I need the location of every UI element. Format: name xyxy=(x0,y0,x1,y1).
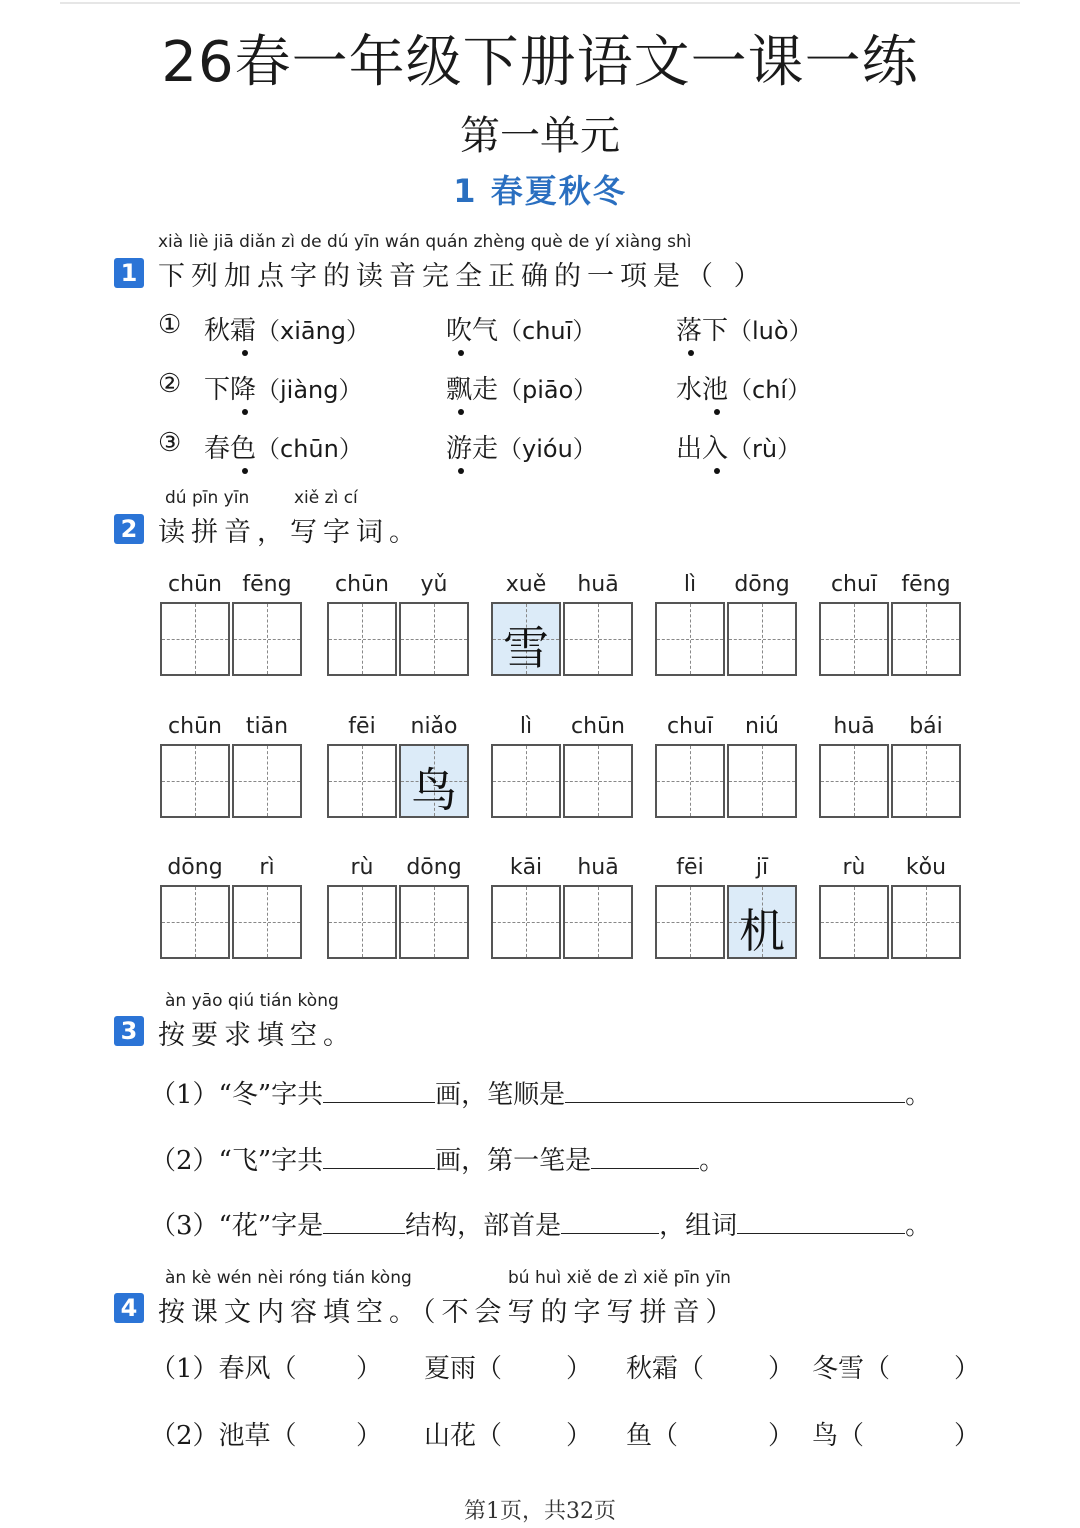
q4-answer-blank[interactable]: ） xyxy=(954,1421,981,1451)
guide-line xyxy=(854,604,855,674)
tianzige-cell[interactable] xyxy=(891,602,961,676)
guide-line xyxy=(598,604,599,674)
grid-pinyin: dōng xyxy=(167,855,223,880)
guide-line xyxy=(762,604,763,674)
guide-line xyxy=(690,746,691,816)
emphasis-dot xyxy=(242,468,248,474)
tianzige-cell[interactable] xyxy=(563,885,633,959)
grid-pinyin: chūn xyxy=(571,714,625,739)
q1-pinyin-answer: （chí） xyxy=(728,376,812,404)
tianzige-pair xyxy=(655,885,797,959)
tianzige-pair xyxy=(819,885,961,959)
tianzige-cell[interactable] xyxy=(327,744,397,818)
tianzige-cell[interactable] xyxy=(491,744,561,818)
tianzige-cell-example xyxy=(727,885,797,959)
q4-number-badge: 4 xyxy=(114,1293,144,1323)
tianzige-cell[interactable] xyxy=(891,744,961,818)
guide-line xyxy=(926,746,927,816)
guide-line xyxy=(762,746,763,816)
emphasis-dot xyxy=(458,409,464,415)
tianzige-cell[interactable] xyxy=(327,885,397,959)
guide-line xyxy=(526,746,527,816)
q4-prompt: 冬雪（ xyxy=(812,1354,891,1384)
grid-pinyin: fēi xyxy=(348,714,376,739)
grid-pinyin: rì xyxy=(259,855,275,880)
tianzige-cell[interactable] xyxy=(727,744,797,818)
grid-pinyin: kǒu xyxy=(905,855,947,880)
worksheet-title: 26春一年级下册语文一课一练 xyxy=(161,30,919,95)
grid-pinyin: rù xyxy=(350,855,374,880)
grid-pinyin: niǎo xyxy=(410,714,458,739)
emphasis-dot xyxy=(458,350,464,356)
guide-line xyxy=(526,887,527,957)
tianzige-cell[interactable] xyxy=(891,885,961,959)
grid-pinyin: niú xyxy=(745,714,779,739)
grid-pinyin: chuī xyxy=(830,572,878,597)
guide-line xyxy=(598,887,599,957)
q1-pinyin: xià liè jiā diǎn zì de dú yīn wán quán zhèng què de yí xiàng shì xyxy=(158,232,692,252)
tianzige-pair xyxy=(327,602,469,676)
q1-pinyin-answer: （jiàng） xyxy=(256,376,363,404)
q3-1-stroke-count-blank[interactable] xyxy=(323,1076,435,1103)
q4-question: 按课文内容填空。（不会写的字写拼音） xyxy=(158,1297,739,1328)
emphasis-dot xyxy=(688,350,694,356)
q1-option-item xyxy=(204,428,363,465)
emphasis-dot xyxy=(458,468,464,474)
tianzige-cell-example xyxy=(399,744,469,818)
grid-pinyin: bái xyxy=(909,714,943,739)
guide-line xyxy=(854,887,855,957)
q2-pinyin-a: dú pīn yīn xyxy=(165,488,250,508)
q4-answer-blank[interactable]: ） xyxy=(954,1354,981,1384)
tianzige-pair xyxy=(491,744,633,818)
q1-pinyin-answer: （yióu） xyxy=(498,435,597,463)
grid-pinyin: chūn xyxy=(168,572,222,597)
tianzige-pair xyxy=(160,744,302,818)
guide-line xyxy=(690,887,691,957)
tianzige-pair xyxy=(491,885,633,959)
guide-line xyxy=(926,604,927,674)
grid-pinyin: lì xyxy=(519,714,533,739)
lesson-title: 1 春夏秋冬 xyxy=(453,172,627,210)
grid-pinyin: chuī xyxy=(666,714,714,739)
example-character: 雪 xyxy=(503,621,549,675)
q3-line-1: （1）“冬”字共 画，笔顺是 。 xyxy=(150,1074,931,1111)
guide-line xyxy=(195,746,196,816)
q4-answer-blank[interactable]: ） xyxy=(768,1421,795,1451)
q4-prompt: 鱼（ xyxy=(626,1421,679,1451)
grid-pinyin: yǔ xyxy=(420,572,448,597)
q1-option-item xyxy=(204,310,370,347)
q4-pinyin-a: àn kè wén nèi róng tián kòng xyxy=(165,1268,412,1288)
emphasis-dot xyxy=(242,350,248,356)
tianzige-pair xyxy=(819,602,961,676)
guide-line xyxy=(267,887,268,957)
q1-word: 飘走 xyxy=(446,375,499,405)
guide-line xyxy=(362,887,363,957)
q1-option-item xyxy=(676,428,801,465)
q1-word: 春色 xyxy=(204,434,257,464)
grid-pinyin: chūn xyxy=(168,714,222,739)
q3-pinyin: àn yāo qiú tián kòng xyxy=(165,991,339,1011)
q1-option-item xyxy=(446,369,597,406)
q3-line-2: （2）“飞”字共 画，第一笔是 。 xyxy=(150,1140,725,1177)
tianzige-pair xyxy=(327,885,469,959)
grid-pinyin: tiān xyxy=(245,714,289,739)
q3-2-first-stroke-blank[interactable] xyxy=(591,1142,699,1169)
q1-pinyin-answer: （piāo） xyxy=(498,376,598,404)
q4-answer-blank[interactable]: ） xyxy=(566,1354,593,1384)
q1-option-label: ② xyxy=(158,369,182,399)
tianzige-pair xyxy=(819,744,961,818)
tianzige-cell[interactable] xyxy=(160,744,230,818)
guide-line xyxy=(195,887,196,957)
tianzige-cell[interactable] xyxy=(819,885,889,959)
grid-pinyin: xuě xyxy=(505,572,547,597)
grid-pinyin: dōng xyxy=(734,572,790,597)
tianzige-cell[interactable] xyxy=(563,744,633,818)
grid-pinyin: jī xyxy=(755,855,769,880)
grid-pinyin: chūn xyxy=(335,572,389,597)
q2-pinyin-b: xiě zì cí xyxy=(294,488,358,508)
guide-line xyxy=(362,746,363,816)
guide-line xyxy=(267,746,268,816)
q3-1-stroke-order-blank[interactable] xyxy=(565,1076,905,1103)
q1-option-label: ③ xyxy=(158,428,182,458)
q4-prompt: 鸟（ xyxy=(812,1421,865,1451)
q2-number-badge: 2 xyxy=(114,514,144,544)
q1-option-item xyxy=(676,310,813,347)
q4-answer-blank[interactable]: ） xyxy=(356,1421,383,1451)
tianzige-cell-example xyxy=(491,602,561,676)
q1-question: 下列加点字的读音完全正确的一项是（ ） xyxy=(158,261,767,292)
emphasis-dot xyxy=(714,468,720,474)
tianzige-pair xyxy=(160,602,302,676)
tianzige-cell[interactable] xyxy=(819,744,889,818)
grid-pinyin: lì xyxy=(683,572,697,597)
q3-3-word-blank[interactable] xyxy=(737,1207,905,1234)
tianzige-cell[interactable] xyxy=(655,602,725,676)
q2-question: 读拼音，写字词。 xyxy=(158,517,422,548)
tianzige-cell[interactable] xyxy=(232,602,302,676)
guide-line xyxy=(434,887,435,957)
grid-pinyin: kāi xyxy=(509,855,543,880)
grid-pinyin: fēng xyxy=(242,572,292,597)
tianzige-cell[interactable] xyxy=(727,602,797,676)
tianzige-cell[interactable] xyxy=(327,602,397,676)
tianzige-cell[interactable] xyxy=(160,602,230,676)
q3-line-3: （3）“花”字是 结构，部首是 ，组词 。 xyxy=(150,1205,931,1242)
q1-pinyin-answer: （rù） xyxy=(728,435,802,463)
guide-line xyxy=(195,604,196,674)
q4-answer-blank[interactable]: ） xyxy=(356,1354,383,1384)
q1-pinyin-answer: （chuī） xyxy=(498,317,597,345)
q1-word: 吹气 xyxy=(446,316,499,346)
tianzige-cell[interactable] xyxy=(160,885,230,959)
q1-word: 落下 xyxy=(676,316,729,346)
guide-line xyxy=(854,746,855,816)
tianzige-cell[interactable] xyxy=(819,602,889,676)
grid-pinyin: fēi xyxy=(676,855,704,880)
grid-pinyin: fēng xyxy=(901,572,951,597)
guide-line xyxy=(690,604,691,674)
q1-number-badge: 1 xyxy=(114,258,144,288)
q1-option-item xyxy=(446,310,596,347)
q4-prompt: 夏雨（ xyxy=(424,1354,503,1384)
tianzige-cell[interactable] xyxy=(655,744,725,818)
q4-prompt: （1）春风（ xyxy=(150,1354,297,1384)
example-character: 鸟 xyxy=(411,763,457,817)
tianzige-cell[interactable] xyxy=(655,885,725,959)
emphasis-dot xyxy=(242,409,248,415)
guide-line xyxy=(267,604,268,674)
unit-title: 第一单元 xyxy=(460,113,620,159)
grid-pinyin: dōng xyxy=(406,855,462,880)
q4-answer-blank[interactable]: ） xyxy=(566,1421,593,1451)
q1-word: 出入 xyxy=(676,434,729,464)
q4-pinyin-b: bú huì xiě de zì xiě pīn yīn xyxy=(508,1268,731,1288)
tianzige-pair xyxy=(160,885,302,959)
q1-word: 游走 xyxy=(446,434,499,464)
q1-word: 秋霜 xyxy=(204,316,257,346)
grid-pinyin: huā xyxy=(577,572,619,597)
grid-pinyin: rù xyxy=(842,855,866,880)
q3-number-badge: 3 xyxy=(114,1016,144,1046)
q1-option-label: ① xyxy=(158,310,182,340)
tianzige-cell[interactable] xyxy=(232,744,302,818)
tianzige-cell[interactable] xyxy=(491,885,561,959)
q1-option-item xyxy=(676,369,811,406)
q4-prompt: （2）池草（ xyxy=(150,1421,297,1451)
grid-pinyin: huā xyxy=(833,714,875,739)
tianzige-cell[interactable] xyxy=(232,885,302,959)
tianzige-pair xyxy=(327,744,469,818)
q3-question: 按要求填空。 xyxy=(158,1020,356,1051)
q1-pinyin-answer: （luò） xyxy=(728,317,813,345)
tianzige-pair xyxy=(655,602,797,676)
example-character: 机 xyxy=(739,904,785,958)
q4-prompt: 秋霜（ xyxy=(626,1354,705,1384)
guide-line xyxy=(926,887,927,957)
q4-answer-blank[interactable]: ） xyxy=(768,1354,795,1384)
tianzige-pair xyxy=(655,744,797,818)
tianzige-cell[interactable] xyxy=(399,602,469,676)
guide-line xyxy=(434,604,435,674)
q4-prompt: 山花（ xyxy=(424,1421,503,1451)
tianzige-pair xyxy=(491,602,633,676)
q1-option-item xyxy=(204,369,363,406)
q1-pinyin-answer: （chūn） xyxy=(256,435,363,463)
emphasis-dot xyxy=(714,409,720,415)
guide-line xyxy=(598,746,599,816)
top-rule xyxy=(60,2,1020,4)
grid-pinyin: huā xyxy=(577,855,619,880)
tianzige-cell[interactable] xyxy=(563,602,633,676)
q1-word: 水池 xyxy=(676,375,729,405)
q1-pinyin-answer: （xiāng） xyxy=(256,317,371,345)
tianzige-cell[interactable] xyxy=(399,885,469,959)
q3-3-structure-blank[interactable] xyxy=(323,1207,405,1234)
guide-line xyxy=(362,604,363,674)
q1-option-item xyxy=(446,428,597,465)
page-footer: 第1页，共32页 xyxy=(464,1499,616,1524)
q3-3-radical-blank[interactable] xyxy=(561,1207,659,1234)
q3-2-stroke-count-blank[interactable] xyxy=(323,1142,435,1169)
q1-word: 下降 xyxy=(204,375,257,405)
